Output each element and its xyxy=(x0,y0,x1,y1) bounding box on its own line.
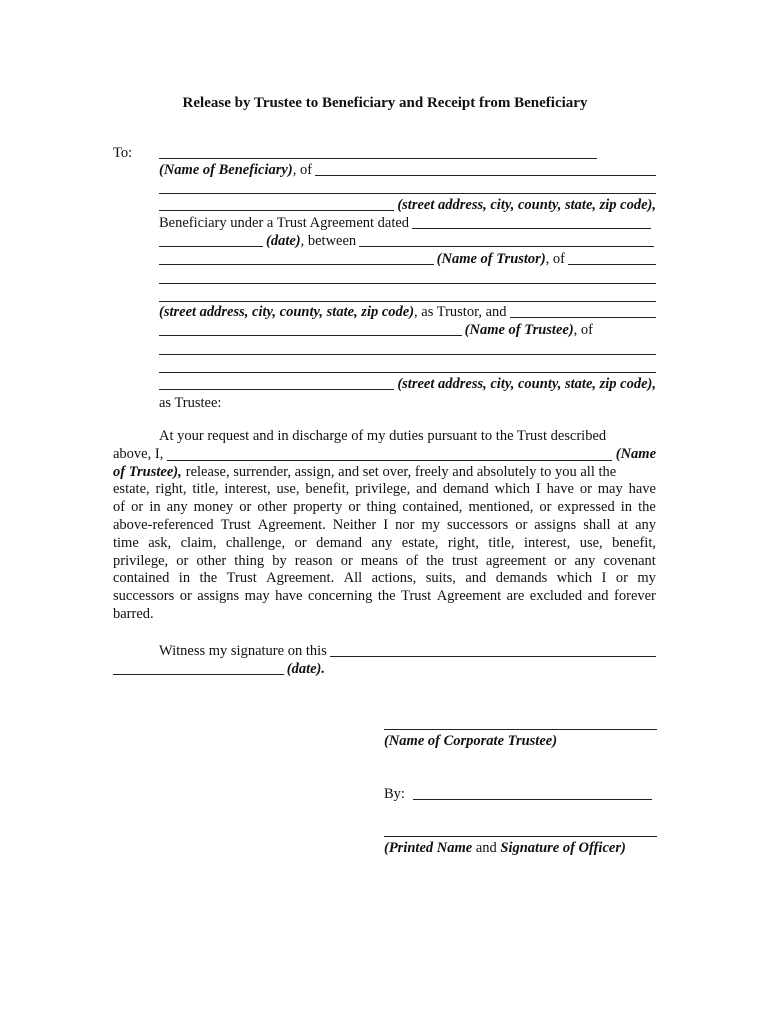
between-line xyxy=(159,232,654,250)
to-label: To: xyxy=(113,145,133,161)
beneficiary-address-blank[interactable] xyxy=(159,193,656,194)
witness-text: Witness my signature on this xyxy=(159,643,327,659)
witness-date-line xyxy=(113,660,325,678)
release-text: release, surrender, assign, and set over, freely and absolutely to you all the xyxy=(185,463,617,480)
witness-date-blank[interactable] xyxy=(113,674,284,675)
beneficiary-name-blank[interactable] xyxy=(159,158,597,159)
as-trustor-text: , as Trustor, and xyxy=(414,304,507,320)
trustee-name-body-blank[interactable] xyxy=(167,460,611,461)
by-line xyxy=(384,785,652,803)
body-line-6: above-referenced Trust Agreement. Neither I nor my successors or assigns shall at any xyxy=(113,516,656,533)
beneficiary-under-text: Beneficiary under a Trust Agreement dated xyxy=(159,215,410,231)
witness-day-blank[interactable] xyxy=(330,656,656,657)
body-line-4: estate, right, title, interest, use, benefit, privilege, and demand which I have or may have xyxy=(113,481,656,498)
between-blank[interactable] xyxy=(359,246,654,247)
body-line-8: privilege, or other thing by reason or means of the trust agreement or any covenant xyxy=(113,552,656,569)
signature-officer-label: Signature of Officer) xyxy=(500,840,626,856)
beneficiary-name-label: (Name of Beneficiary) xyxy=(159,162,293,178)
trustee-address-line xyxy=(159,375,656,393)
as-trustee-text: as Trustee: xyxy=(159,395,222,411)
printed-name-label: (Printed Name xyxy=(384,840,473,856)
street-address-label-2: (street address, city, county, state, zip code) xyxy=(159,304,415,320)
trustor-name-label: (Name of Trustor) xyxy=(436,251,546,267)
witness-date-label: (date). xyxy=(286,661,325,677)
body-line-5: of or in any money or other property or thing contained, mentioned, or expressed in the xyxy=(113,499,656,516)
trustor-address-blank-1[interactable] xyxy=(159,283,656,284)
trust-date-blank[interactable] xyxy=(412,228,651,229)
document-title: Release by Trustee to Beneficiary and Receipt from Beneficiary xyxy=(182,95,588,111)
witness-line xyxy=(159,642,656,660)
street-address-label-3: (street address, city, county, state, zip code), xyxy=(397,376,656,392)
of-text-2: , of xyxy=(545,251,565,267)
trustee-line xyxy=(159,321,593,339)
trustee-name-label: (Name of Trustee) xyxy=(464,322,574,338)
corporate-trustee-label: (Name of Corporate Trustee) xyxy=(384,733,558,749)
body-line-3 xyxy=(113,464,656,482)
trustor-of-blank[interactable] xyxy=(568,264,656,265)
corporate-trustee-blank[interactable] xyxy=(384,729,657,730)
trustee-name-blank[interactable] xyxy=(159,335,462,336)
trustor-address-blank-2[interactable] xyxy=(159,301,656,302)
trustee-address-blank-3[interactable] xyxy=(159,389,394,390)
name-label-body: (Name xyxy=(615,445,656,462)
body-line-7: time ask, claim, challenge, or demand any estate, right, title, interest, use, benefit, xyxy=(113,534,656,551)
above-i-text: above, I, xyxy=(113,445,164,462)
body-line-9: contained in the Trust Agreement. All actions, suits, and demands which I or my xyxy=(113,570,656,587)
body-line-1: At your request and in discharge of my duties pursuant to the Trust described xyxy=(159,428,607,444)
date-blank[interactable] xyxy=(159,246,263,247)
officer-label xyxy=(384,839,626,857)
beneficiary-address-blank-2[interactable] xyxy=(159,210,394,211)
beneficiary-of-blank[interactable] xyxy=(315,175,656,176)
body-line-10: successors or assigns may have concerning the Trust Agreement are excluded and forever xyxy=(113,588,656,605)
of-text-3: , of xyxy=(573,322,593,338)
between-text: , between xyxy=(300,233,357,249)
beneficiary-address-line xyxy=(159,196,656,214)
of-text: , of xyxy=(292,162,313,178)
by-label: By: xyxy=(384,786,405,802)
and-text: and xyxy=(472,840,501,856)
trustor-line xyxy=(159,250,656,268)
body-line-11: barred. xyxy=(113,605,154,622)
trustee-address-blank-1[interactable] xyxy=(159,354,656,355)
by-signature-blank[interactable] xyxy=(413,799,652,800)
street-address-label-1: (street address, city, county, state, zip code), xyxy=(397,197,656,213)
trustor-name-blank[interactable] xyxy=(159,264,434,265)
body-paragraph xyxy=(113,428,656,624)
trustor-address-line xyxy=(159,303,656,321)
trustee-address-blank-2[interactable] xyxy=(159,372,656,373)
beneficiary-line xyxy=(159,161,656,179)
date-label: (date) xyxy=(266,233,301,249)
of-trustee-label-body: of Trustee), xyxy=(113,463,182,480)
trust-date-line xyxy=(159,214,651,232)
trustee-pre-blank[interactable] xyxy=(510,317,656,318)
officer-signature-blank[interactable] xyxy=(384,836,657,837)
body-line-2 xyxy=(113,446,656,464)
